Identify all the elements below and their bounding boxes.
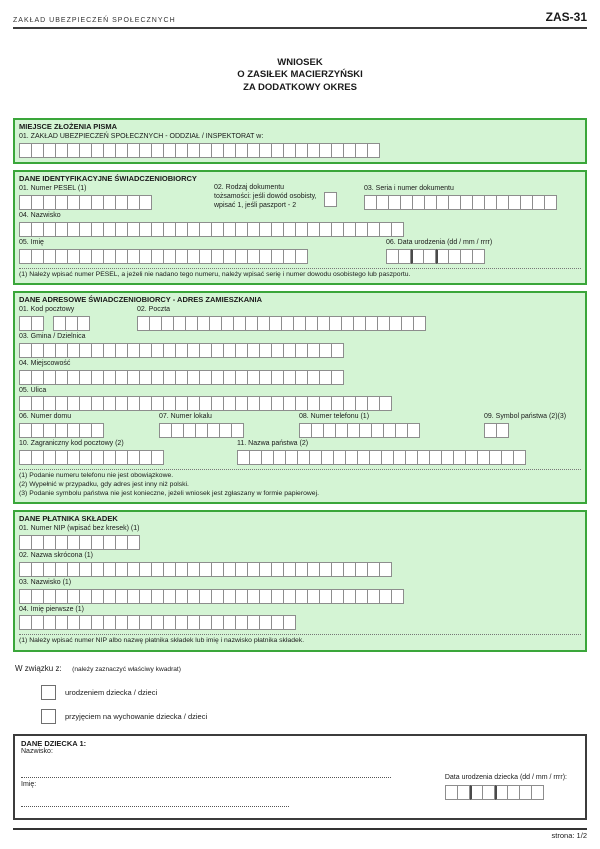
field-gmina-input[interactable] bbox=[19, 343, 581, 358]
field-data-urodzenia-input[interactable] bbox=[386, 249, 581, 264]
field-nazwa-panstwa-input[interactable] bbox=[237, 450, 581, 465]
option-przyjecie-label: przyjęciem na wychowanie dziecka / dzieci bbox=[65, 712, 208, 722]
checkbox-przyjecie[interactable] bbox=[41, 709, 56, 724]
section-w-zwiazku bbox=[15, 658, 587, 724]
dziecko-imie-label: Imię: bbox=[21, 781, 37, 789]
form-title-line2: O ZASIŁEK MACIERZYŃSKI bbox=[237, 69, 363, 81]
section-dane-platnika bbox=[13, 510, 587, 652]
section-identyfikacyjne-title: DANE IDENTYFIKACYJNE ŚWIADCZENIOBIORCY bbox=[19, 173, 197, 183]
field-nazwa-skrocona-label: 02. Nazwa skrócona (1) bbox=[19, 552, 93, 560]
w-zwiazku-hint: (należy zaznaczyć właściwy kwadrat) bbox=[72, 666, 181, 674]
field-imie-input[interactable] bbox=[19, 249, 386, 264]
organization-name: ZAKŁAD UBEZPIECZEŃ SPOŁECZNYCH bbox=[13, 17, 176, 24]
field-imie-pierwsze-label: 04. Imię pierwsze (1) bbox=[19, 605, 84, 613]
field-numer-lokalu-input[interactable] bbox=[159, 423, 299, 438]
field-telefon-label: 08. Numer telefonu (1) bbox=[299, 413, 370, 421]
field-oddzial-label: 01. ZAKŁAD UBEZPIECZEŃ SPOŁECZNYCH - ODDZIAŁ / INSPEKTORAT w: bbox=[19, 133, 264, 141]
section-dane-adresowe bbox=[13, 291, 587, 504]
option-przyjecie bbox=[41, 709, 587, 724]
field-pesel-label: 01. Numer PESEL (1) bbox=[19, 184, 87, 192]
form-header bbox=[13, 10, 587, 29]
field-poczta-label: 02. Poczta bbox=[137, 306, 171, 314]
field-oddzial-input[interactable] bbox=[19, 143, 581, 158]
field-nazwisko-input[interactable] bbox=[19, 222, 581, 237]
field-imie-label: 05. Imię bbox=[19, 238, 44, 246]
field-rodzaj-dokumentu-label: 02. Rodzaj dokumentu tożsamości: jeśli dowód osobisty, wpisać 1, jeśli paszport - 2 bbox=[214, 183, 317, 209]
field-numer-lokalu-label: 07. Numer lokalu bbox=[159, 413, 212, 421]
form-title bbox=[13, 57, 587, 94]
field-zagraniczny-kod-label: 10. Zagraniczny kod pocztowy (2) bbox=[19, 440, 124, 448]
field-gmina-label: 03. Gmina / Dzielnica bbox=[19, 333, 86, 341]
footnote-adres-zagraniczny: (2) Wypełnić w przypadku, gdy adres jest inny niż polski. bbox=[19, 480, 189, 488]
dziecko-data-urodzenia-input[interactable] bbox=[445, 785, 567, 800]
field-nazwa-skrocona-input[interactable] bbox=[19, 562, 581, 577]
field-miejscowosc-input[interactable] bbox=[19, 370, 581, 385]
field-seria-numer-input[interactable] bbox=[364, 195, 581, 210]
field-imie-pierwsze-input[interactable] bbox=[19, 615, 581, 630]
section-adresowe-title: DANE ADRESOWE ŚWIADCZENIOBIORCY - ADRES ZAMIESZKANIA bbox=[19, 295, 263, 305]
section-platnika-title: DANE PŁATNIKA SKŁADEK bbox=[19, 514, 118, 524]
field-nazwa-panstwa-label: 11. Nazwa państwa (2) bbox=[237, 440, 309, 448]
field-miejscowosc-label: 04. Miejscowość bbox=[19, 359, 71, 367]
field-nip-input[interactable] bbox=[19, 535, 581, 550]
field-kod-pocztowy-input[interactable] bbox=[19, 316, 137, 331]
dziecko-data-urodzenia-label: Data urodzenia dziecka (dd / mm / rrrr): bbox=[444, 774, 567, 782]
section-dane-identyfikacyjne bbox=[13, 170, 587, 286]
form-code: ZAS-31 bbox=[545, 10, 587, 24]
section-dane-dziecka-1 bbox=[13, 734, 587, 820]
dziecko-nazwisko-input[interactable] bbox=[21, 777, 391, 778]
footnote-symbol-panstwa: (3) Podanie symbolu państwa nie jest konieczne, jeżeli wniosek jest zgłaszany w formie papierowej. bbox=[19, 489, 319, 497]
form-title-line3: ZA DODATKOWY OKRES bbox=[243, 81, 357, 93]
field-symbol-panstwa-input[interactable] bbox=[484, 423, 581, 438]
field-pesel-input[interactable] bbox=[19, 195, 214, 210]
field-kod-pocztowy-label: 01. Kod pocztowy bbox=[19, 306, 75, 314]
page-number: strona: 1/2 bbox=[551, 831, 587, 841]
section-miejsce-title: MIEJSCE ZŁOŻENIA PISMA bbox=[19, 122, 118, 132]
dziecko-imie-input[interactable] bbox=[21, 806, 289, 807]
field-symbol-panstwa-label: 09. Symbol państwa (2)(3) bbox=[484, 413, 567, 421]
field-seria-numer-label: 03. Seria i numer dokumentu bbox=[364, 184, 454, 192]
dane-dziecka-title: DANE DZIECKA 1: bbox=[21, 739, 87, 749]
footnotes-adresowe bbox=[19, 469, 581, 498]
section-miejsce-zlozenia bbox=[13, 118, 587, 164]
option-urodzenie bbox=[41, 685, 587, 700]
field-zagraniczny-kod-input[interactable] bbox=[19, 450, 237, 465]
field-platnik-nazwisko-label: 03. Nazwisko (1) bbox=[19, 578, 72, 586]
checkbox-urodzenie[interactable] bbox=[41, 685, 56, 700]
field-platnik-nazwisko-input[interactable] bbox=[19, 589, 581, 604]
field-rodzaj-dokumentu-input[interactable] bbox=[324, 192, 337, 210]
footnote-nip: (1) Należy wpisać numer NIP albo nazwę płatnika składek lub imię i nazwisko płatnika składek. bbox=[19, 634, 581, 646]
footnote-pesel: (1) Należy wpisać numer PESEL, a jeżeli nie nadano tego numeru, należy wpisać serię i numer dowodu osobistego lub paszportu. bbox=[19, 268, 581, 280]
field-ulica-input[interactable] bbox=[19, 396, 581, 411]
field-data-urodzenia-label: 06. Data urodzenia (dd / mm / rrrr) bbox=[386, 238, 493, 246]
field-nazwisko-label: 04. Nazwisko bbox=[19, 212, 61, 220]
w-zwiazku-label: W związku z: bbox=[15, 664, 62, 674]
form-title-line1: WNIOSEK bbox=[277, 57, 323, 68]
dziecko-nazwisko-label: Nazwisko: bbox=[21, 748, 53, 756]
option-urodzenie-label: urodzeniem dziecka / dzieci bbox=[65, 688, 158, 698]
field-telefon-input[interactable] bbox=[299, 423, 484, 438]
footnote-telefon: (1) Podanie numeru telefonu nie jest obowiązkowe. bbox=[19, 471, 174, 479]
field-poczta-input[interactable] bbox=[137, 316, 581, 331]
field-nip-label: 01. Numer NIP (wpisać bez kresek) (1) bbox=[19, 525, 140, 533]
field-numer-domu-label: 06. Numer domu bbox=[19, 413, 72, 421]
field-numer-domu-input[interactable] bbox=[19, 423, 159, 438]
field-ulica-label: 05. Ulica bbox=[19, 386, 47, 394]
